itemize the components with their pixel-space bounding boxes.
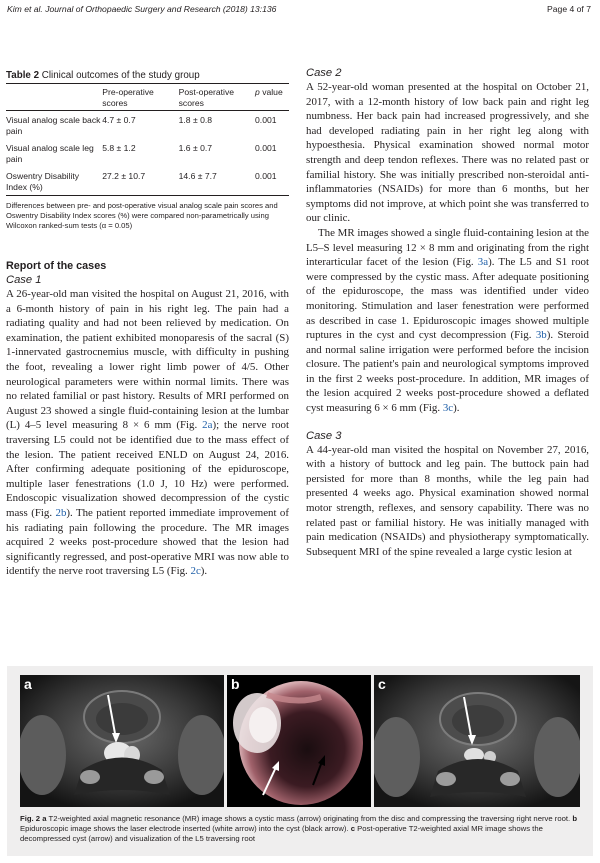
figure-link-2b[interactable]: 2b xyxy=(55,506,67,519)
table-header-cell: Pre-operative scores xyxy=(102,84,178,111)
table-cell: 4.7 ± 0.7 xyxy=(102,115,136,125)
paragraph: A 52-year-old woman presented at the hospital on October 21, 2017, with a 12-month history of low back pain and right leg numbness. Her back pain had increased progressively, and she had developed radiating pain in her right leg along with hypoesthesia. Physical examination showed normal motor strength and deep tendon reflexes. There was no related past or familial history. She was initially prescribed non-steroidal anti-inflammatories (NSAIDs) for more than 6 months, but her symptoms did not improve, at which point she was transferred to our clinic. xyxy=(306,81,589,225)
case-3-heading: Case 3 xyxy=(306,429,342,442)
text-run: ). Steroid and normal saline irrigation were performed before the incision closure. The patient's pain and neurological symptoms improved in the first 2 weeks post-procedure. In addition, MR images of the lesion acquired 2 weeks post-procedure showed a deflated cyst measuring 6 × 6 mm (Fig. xyxy=(306,329,589,415)
text-run: ). The patient reported immediate improvement of his radiating pain following the procedure. The MR images acquired 2 weeks post-procedure showed that the lesion had significantly regressed, and post-operative MRI was now able to identify the nerve root traversing L5 (Fig. xyxy=(6,506,289,578)
text-run: ); the nerve root traversing L5 could not be identified due to the mass effect of the lesion. The patient received ENLD on August 24, 2016. After confirming adequate positioning of the epiduroscope, multiple laser fenestrations (1.0 J, 10 Hz) were performed. Endoscopic visualization showed decompression of the cystic mass (Fig. xyxy=(6,419,289,519)
table-header-cell: p value xyxy=(255,84,289,111)
table-cell: 1.8 ± 0.8 xyxy=(178,115,213,125)
postoperative-mri-image xyxy=(374,675,580,807)
caption-text-a: T2-weighted axial magnetic resonance (MR) image shows a cystic mass (arrow) originating from the disc and compressing the traversing right nerve root. xyxy=(48,814,571,823)
panel-label-b: b xyxy=(231,676,240,692)
table-header-row xyxy=(6,84,289,111)
table-cell: Oswentry Disability Index (%) xyxy=(6,167,102,196)
case-2-text xyxy=(306,80,589,416)
caption-text-c: Post-operative T2-weighted axial MR image shows the decompressed cyst (arrow) and visualization of the L5 traversing root xyxy=(20,824,543,844)
journal-name: Kim et al. Journal of Orthopaedic Surgery and Research xyxy=(7,4,221,14)
table-cell: 1.6 ± 0.7 xyxy=(178,143,213,153)
figure-link-2c[interactable]: 2c xyxy=(190,565,201,578)
table-row xyxy=(6,111,289,140)
caption-text-b: Epiduroscopic image shows the laser electrode inserted (white arrow) into the cyst (black arrow). xyxy=(20,824,349,834)
table-caption: Clinical outcomes of the study group xyxy=(41,70,200,81)
mri-panel-a xyxy=(20,675,224,807)
case-2-heading: Case 2 xyxy=(306,67,342,79)
table-cell: Visual analog scale back pain xyxy=(6,115,101,136)
case-1-text xyxy=(6,287,289,579)
figure-link-3a[interactable]: 3a xyxy=(477,256,489,269)
table-row xyxy=(6,139,289,167)
caption-letter-a: a xyxy=(42,814,47,823)
figure-caption xyxy=(20,814,582,845)
text-run: ). xyxy=(200,565,208,578)
caption-letter-b: b xyxy=(572,814,578,823)
running-header xyxy=(7,4,276,14)
table-header-cell xyxy=(6,84,102,111)
table-title xyxy=(6,70,289,82)
paragraph xyxy=(6,287,289,579)
text-run: The MR images showed a single fluid-containing lesion at the L5–S level measuring 12 × 8 mm and originating from the right interarticular facet of the lesion (Fig. xyxy=(306,226,589,269)
caption-letter-c: c xyxy=(350,824,355,834)
text-run: ). xyxy=(453,402,460,415)
caption-label: Fig. 2 xyxy=(20,814,41,823)
table-header-cell: Post-operative scores xyxy=(179,84,255,111)
figure-2 xyxy=(7,666,593,856)
table-cell: 0.001 xyxy=(255,115,277,125)
figure-link-3c[interactable]: 3c xyxy=(442,402,454,415)
case-1-heading: Case 1 xyxy=(6,274,42,286)
clinical-outcomes-table xyxy=(6,83,289,196)
epiduroscopic-image xyxy=(227,675,371,807)
table-row xyxy=(6,167,289,196)
right-column xyxy=(306,66,589,559)
table-cell: 0.001 xyxy=(255,143,277,153)
section-heading: Report of the cases xyxy=(6,260,107,272)
table-footnote: Differences between pre- and post-operative visual analog scale pain scores and Oswentry Disability Index scores (%) were compared non-parametrically using Wilcoxon ranked-sum tests (α = 0.05) xyxy=(6,201,278,230)
mri-panel-c xyxy=(374,675,580,807)
table-cell: 27.2 ± 10.7 xyxy=(102,167,178,196)
text-run: ). The L5 and S1 root were compressed by the cystic mass. After adequate positioning of the epiduroscope, the mass was identified under video monitoring. Stimulation and laser fenestration were performed as described in case 1. Epiduroscopic images showed multiple ruptures in the cyst and cyst decompression (Fig. xyxy=(306,256,589,342)
paragraph: A 44-year-old man visited the hospital on November 27, 2016, with a history of buttock and leg pain. The buttock pain had persisted for more than 8 months, while the leg pain had presented 4 weeks ago. Physical examination showed normal motor strength, reflexes, and sensory capability. There was no related past or familial history. He was initially managed with pain medication (NSAIDs) and physiotherapy symptomatically. Subsequent MRI of the spine revealed a large cystic lesion at xyxy=(306,443,589,558)
figure-link-3b[interactable]: 3b xyxy=(535,329,547,342)
left-column xyxy=(6,66,289,579)
table-cell: Visual analog scale leg pain xyxy=(6,143,94,164)
figure-link-2a[interactable]: 2a xyxy=(202,419,213,432)
table-cell: 14.6 ± 7.7 xyxy=(179,167,255,196)
text-run: A 26-year-old man visited the hospital on August 21, 2016, with a 6-month history of pain in his right leg. The pain had a radiating quality and had not been relieved by medication. On examination, the patient exhibited monoparesis of the sacral (S) 1-innervated gastrocnemius muscle, with difficulty in pushing the foot, revealing a lower right limb power of 4/5. Other neurological parameters were within normal limits. There was no related familial or past history. Results of MRI performed on August 23 showed a single fluid-containing lesion at the lumbar (L) 4–5 level measuring 8 × 6 mm (Fig. xyxy=(6,288,289,432)
case-3-text xyxy=(306,443,589,560)
panel-label-c: c xyxy=(378,676,386,692)
page-number: Page 4 of 7 xyxy=(547,4,591,14)
journal-citation: (2018) 13:136 xyxy=(222,4,277,14)
mri-axial-image xyxy=(20,675,224,807)
table-label: Table 2 xyxy=(6,70,40,81)
table-cell: 5.8 ± 1.2 xyxy=(102,143,136,153)
table-cell: 0.001 xyxy=(255,167,289,196)
paragraph xyxy=(306,226,589,416)
endoscopic-panel-b xyxy=(227,675,371,807)
panel-label-a: a xyxy=(24,676,32,692)
